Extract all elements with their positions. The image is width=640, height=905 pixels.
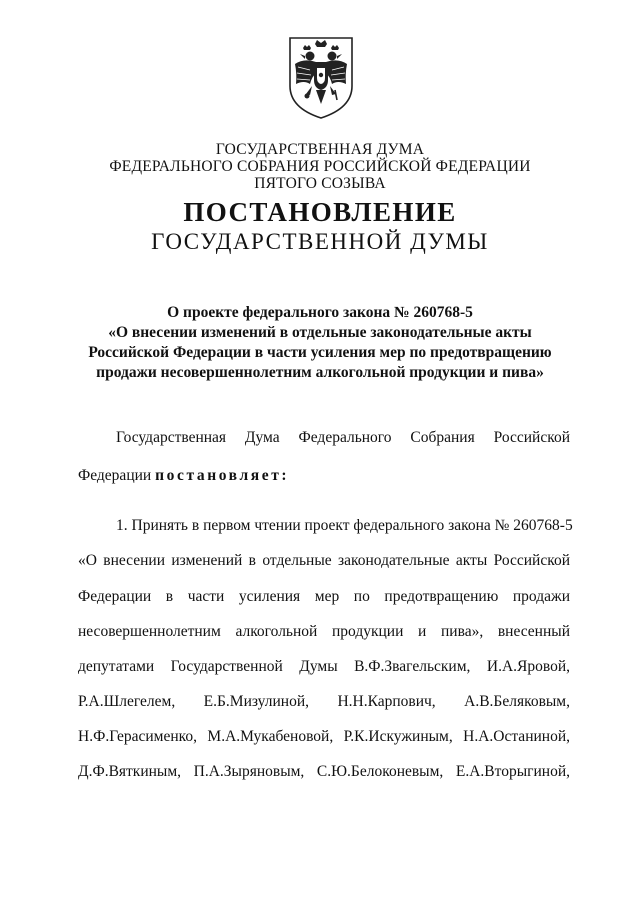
paragraph-line: Н.Ф.Герасименко, М.А.Мукабеновой, Р.К.Искужиным, Н.А.Останиной, <box>78 728 570 745</box>
law-title-line: Российской Федерации в части усиления мер по предотвращению <box>88 344 552 361</box>
paragraph-line: Д.Ф.Вяткиным, П.А.Зыряновым, С.Ю.Белоконевым, Е.А.Вторыгиной, <box>78 763 570 780</box>
paragraph-line: 1. Принять в первом чтении проект федерального закона № 260768-5 <box>116 517 573 534</box>
preamble-line <box>78 466 570 486</box>
coat-of-arms-icon <box>286 34 356 120</box>
paragraph-line: Федерации в части усиления мер по предотвращению продажи <box>78 588 570 605</box>
document-subtitle: ГОСУДАРСТВЕННОЙ ДУМЫ <box>151 229 489 254</box>
paragraph-line: «О внесении изменений в отдельные законодательные акты Российской <box>78 552 570 569</box>
document-title: ПОСТАНОВЛЕНИЕ <box>183 197 457 227</box>
law-title-line: «О внесении изменений в отдельные законодательные акты <box>108 324 532 341</box>
law-title-block <box>0 303 640 383</box>
law-title-line: продажи несовершеннолетним алкогольной продукции и пива» <box>96 364 544 381</box>
paragraph-line: несовершеннолетним алкогольной продукции и пива», внесенный <box>78 623 570 640</box>
header-line-convocation: ПЯТОГО СОЗЫВА <box>254 175 386 192</box>
header-line-federal-assembly: ФЕДЕРАЛЬНОГО СОБРАНИЯ РОССИЙСКОЙ ФЕДЕРАЦИИ <box>109 158 531 175</box>
preamble-action-word: постановляет: <box>155 467 290 484</box>
law-title-line: О проекте федерального закона № 260768-5 <box>167 304 473 321</box>
preamble-line: Государственная Дума Федерального Собрания Российской <box>116 429 570 446</box>
preamble-text: Федерации <box>78 467 152 484</box>
paragraph-line: депутатами Государственной Думы В.Ф.Звагельским, И.А.Яровой, <box>78 658 570 675</box>
paragraph-line: Р.А.Шлегелем, Е.Б.Мизулиной, Н.Н.Карпович, А.В.Беляковым, <box>78 693 570 710</box>
header-line-duma: ГОСУДАРСТВЕННАЯ ДУМА <box>215 141 425 158</box>
